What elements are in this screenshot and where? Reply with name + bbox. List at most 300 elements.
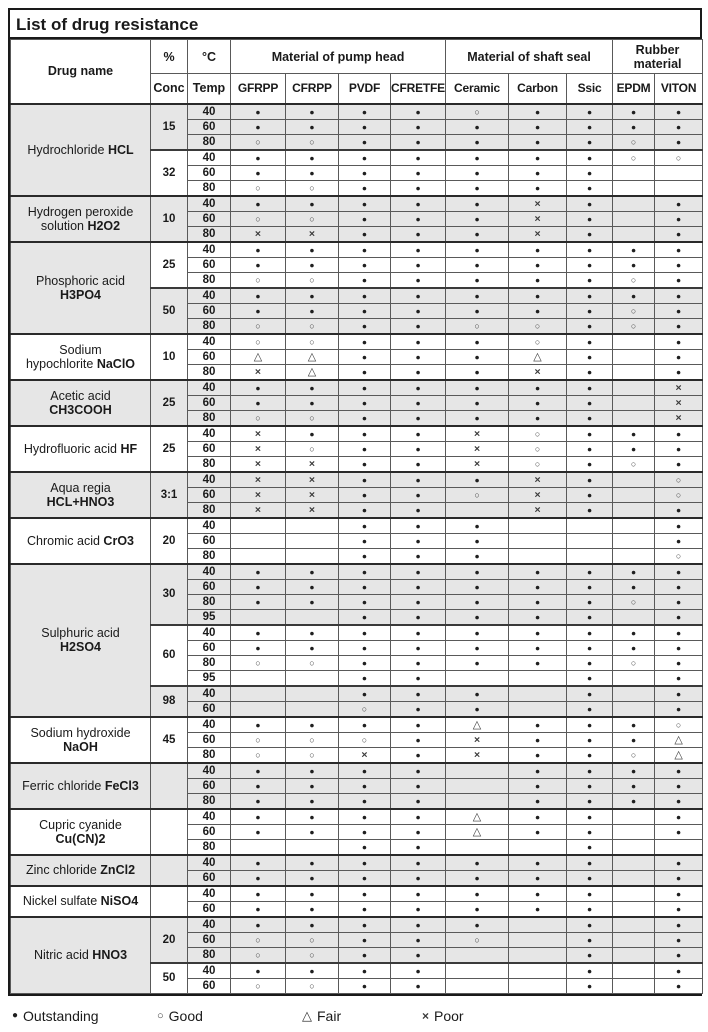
temp-cell: 60 — [188, 579, 231, 594]
outstanding-icon: ● — [534, 182, 541, 193]
rating-cell — [655, 533, 703, 548]
rating-cell — [446, 732, 509, 747]
poor-icon: × — [534, 365, 541, 378]
outstanding-icon: ● — [474, 213, 480, 224]
outstanding-icon: ● — [255, 566, 261, 577]
rating-cell — [509, 609, 567, 625]
outstanding-icon: ● — [255, 581, 261, 592]
outstanding-icon: ● — [361, 198, 368, 209]
outstanding-icon: ● — [675, 780, 682, 791]
outstanding-icon: ● — [361, 780, 368, 791]
rating-cell — [231, 839, 286, 855]
rating-cell — [509, 518, 567, 534]
rating-cell — [446, 380, 509, 396]
rating-cell — [567, 410, 613, 426]
rating-cell — [613, 917, 655, 933]
outstanding-icon: ● — [361, 657, 368, 668]
rating-cell — [391, 456, 446, 472]
rating-cell — [613, 288, 655, 304]
rating-cell — [286, 104, 339, 120]
poor-icon: × — [534, 212, 541, 225]
poor-icon: × — [254, 457, 262, 470]
table-row — [11, 472, 703, 488]
fair-icon: △ — [307, 365, 317, 378]
rating-cell — [391, 472, 446, 488]
rating-cell — [613, 104, 655, 120]
rating-cell — [391, 502, 446, 518]
poor-icon: × — [675, 411, 682, 424]
outstanding-icon: ● — [675, 366, 682, 377]
outstanding-icon: ● — [586, 397, 593, 408]
outstanding-icon: ● — [415, 198, 421, 209]
rating-cell — [339, 180, 391, 196]
outstanding-icon: ● — [361, 611, 368, 622]
outstanding-icon: ● — [474, 121, 480, 132]
outstanding-icon: ● — [675, 672, 682, 683]
table-row — [11, 242, 703, 258]
table-row — [11, 886, 703, 902]
temp-cell: 60 — [188, 487, 231, 502]
rating-cell — [655, 609, 703, 625]
fair-icon: △ — [472, 825, 482, 838]
outstanding-icon: ● — [361, 136, 368, 147]
outstanding-icon: ● — [415, 290, 421, 301]
rating-cell — [509, 686, 567, 702]
rating-cell — [655, 119, 703, 134]
rating-cell — [567, 334, 613, 350]
rating-cell — [231, 963, 286, 979]
rating-cell — [286, 686, 339, 702]
rating-cell — [231, 886, 286, 902]
poor-icon: × — [473, 457, 481, 470]
rating-cell — [286, 257, 339, 272]
rating-cell — [613, 901, 655, 917]
outstanding-icon: ● — [415, 336, 421, 347]
rating-cell — [339, 150, 391, 166]
outstanding-icon: ● — [309, 428, 315, 439]
temp-cell: 40 — [188, 150, 231, 166]
rating-cell — [231, 870, 286, 886]
table-row — [11, 809, 703, 825]
rating-cell — [339, 686, 391, 702]
rating-cell — [446, 395, 509, 410]
rating-cell — [446, 441, 509, 456]
table-row — [11, 564, 703, 580]
rating-cell — [567, 395, 613, 410]
temp-cell: 80 — [188, 839, 231, 855]
outstanding-icon: ● — [415, 305, 421, 316]
outstanding-icon: ● — [415, 504, 421, 515]
outstanding-icon: ● — [255, 382, 261, 393]
rating-cell — [509, 917, 567, 933]
outstanding-icon: ● — [586, 136, 593, 147]
rating-cell — [391, 824, 446, 839]
rating-cell — [339, 119, 391, 134]
outstanding-icon: ● — [361, 903, 368, 914]
outstanding-icon: ● — [675, 826, 682, 837]
outstanding-icon: ● — [309, 167, 315, 178]
rating-cell — [339, 670, 391, 686]
rating-cell — [655, 886, 703, 902]
outstanding-icon: ● — [415, 749, 421, 760]
outstanding-icon: ● — [361, 841, 368, 852]
rating-cell — [391, 226, 446, 242]
outstanding-icon: ● — [309, 811, 315, 822]
outstanding-icon: ● — [586, 980, 593, 991]
rating-cell — [446, 579, 509, 594]
conc-cell: 10 — [151, 196, 188, 242]
rating-cell — [391, 686, 446, 702]
good-icon: ○ — [474, 320, 480, 331]
outstanding-icon: ● — [586, 182, 593, 193]
rating-cell — [339, 533, 391, 548]
drug-name-cell: Zinc chloride ZnCl2 — [11, 855, 151, 886]
outstanding-icon: ● — [474, 274, 480, 285]
rating-cell — [613, 472, 655, 488]
outstanding-icon: ● — [630, 106, 637, 117]
outstanding-icon: ● — [309, 627, 315, 638]
rating-cell — [446, 963, 509, 979]
outstanding-icon: ● — [586, 121, 593, 132]
rating-cell — [509, 594, 567, 609]
outstanding-icon: ● — [309, 857, 315, 868]
outstanding-icon: ● — [474, 581, 480, 592]
good-icon: ○ — [255, 749, 261, 760]
rating-cell — [509, 150, 567, 166]
outstanding-icon: ● — [474, 627, 480, 638]
rating-cell — [286, 778, 339, 793]
poor-icon: × — [254, 227, 262, 240]
rating-cell — [509, 839, 567, 855]
rating-cell — [655, 747, 703, 763]
rating-cell — [286, 701, 339, 717]
outstanding-icon: ● — [255, 719, 261, 730]
outstanding-icon: ● — [586, 857, 593, 868]
rating-cell — [567, 134, 613, 150]
rating-cell — [339, 594, 391, 609]
rating-cell — [286, 518, 339, 534]
outstanding-icon: ● — [255, 627, 261, 638]
outstanding-icon: ● — [415, 965, 421, 976]
drug-name-cell: Hydrochloride HCL — [11, 104, 151, 196]
outstanding-icon: ● — [361, 182, 368, 193]
good-icon: ○ — [255, 136, 261, 147]
legend-label-outstanding: Outstanding — [23, 1007, 99, 1024]
rating-cell — [446, 670, 509, 686]
outstanding-icon: ● — [534, 719, 541, 730]
rating-cell — [339, 978, 391, 993]
outstanding-icon: ● — [630, 642, 637, 653]
outstanding-icon: ● — [586, 428, 593, 439]
rating-cell — [567, 594, 613, 609]
outstanding-icon: ● — [255, 857, 261, 868]
outstanding-icon: ● — [474, 412, 480, 423]
rating-cell — [391, 732, 446, 747]
rating-cell — [286, 487, 339, 502]
conc-cell: 10 — [151, 334, 188, 380]
rating-cell — [391, 839, 446, 855]
good-icon: ○ — [309, 934, 315, 945]
outstanding-icon: ● — [255, 106, 261, 117]
outstanding-icon: ● — [630, 566, 637, 577]
rating-cell — [655, 257, 703, 272]
outstanding-icon: ● — [534, 596, 541, 607]
outstanding-icon: ● — [586, 274, 593, 285]
rating-cell — [655, 594, 703, 609]
rating-cell — [391, 886, 446, 902]
rating-cell — [446, 426, 509, 442]
rating-cell — [391, 763, 446, 779]
outstanding-icon: ● — [630, 428, 637, 439]
outstanding-icon: ● — [586, 611, 593, 622]
rating-cell — [446, 886, 509, 902]
rating-cell — [446, 364, 509, 380]
outstanding-icon: ● — [415, 489, 421, 500]
poor-icon: × — [254, 427, 262, 440]
rating-cell — [339, 947, 391, 963]
rating-cell — [286, 901, 339, 917]
temp-cell: 95 — [188, 609, 231, 625]
rating-cell — [391, 395, 446, 410]
outstanding-icon: ● — [415, 550, 421, 561]
rating-cell — [567, 196, 613, 212]
good-icon: ○ — [534, 443, 541, 454]
outstanding-icon: ● — [415, 657, 421, 668]
rating-cell — [286, 732, 339, 747]
good-icon: ○ — [630, 152, 637, 163]
good-icon: ○ — [675, 152, 682, 163]
outstanding-icon: ● — [586, 703, 593, 714]
outstanding-icon: ● — [534, 780, 541, 791]
rating-cell — [509, 242, 567, 258]
rating-cell — [509, 963, 567, 979]
rating-cell — [509, 196, 567, 212]
rating-cell — [231, 119, 286, 134]
header-temp-label: Temp — [188, 74, 231, 104]
good-icon: ○ — [309, 749, 315, 760]
outstanding-icon: ● — [675, 642, 682, 653]
outstanding-icon: ● — [361, 474, 368, 485]
outstanding-icon: ● — [255, 244, 261, 255]
outstanding-icon: ● — [586, 152, 593, 163]
rating-cell — [286, 870, 339, 886]
rating-cell — [509, 104, 567, 120]
rating-cell — [509, 625, 567, 641]
rating-cell — [286, 917, 339, 933]
drug-name-cell: Ferric chloride FeCl3 — [11, 763, 151, 809]
rating-cell — [446, 978, 509, 993]
rating-cell — [655, 763, 703, 779]
rating-cell — [391, 349, 446, 364]
outstanding-icon: ● — [309, 106, 315, 117]
rating-cell — [446, 119, 509, 134]
rating-cell — [286, 288, 339, 304]
rating-cell — [286, 134, 339, 150]
poor-icon: × — [675, 396, 682, 409]
rating-cell — [231, 778, 286, 793]
outstanding-icon: ● — [474, 351, 480, 362]
rating-cell — [286, 272, 339, 288]
outstanding-icon: ● — [309, 566, 315, 577]
rating-cell — [567, 518, 613, 534]
outstanding-icon: ● — [630, 290, 637, 301]
outstanding-icon: ● — [309, 152, 315, 163]
outstanding-icon: ● — [361, 566, 368, 577]
good-icon: ○ — [630, 749, 637, 760]
fair-icon: △ — [533, 350, 542, 363]
rating-cell — [509, 349, 567, 364]
rating-cell — [567, 778, 613, 793]
poor-icon: × — [254, 473, 262, 486]
rating-cell — [286, 763, 339, 779]
rating-cell — [286, 441, 339, 456]
outstanding-icon: ● — [474, 244, 480, 255]
conc-cell — [151, 855, 188, 886]
rating-cell — [509, 978, 567, 993]
outstanding-icon: ● — [361, 489, 368, 500]
outstanding-icon: ● — [675, 290, 682, 301]
outstanding-icon: ● — [534, 152, 541, 163]
outstanding-icon: ● — [415, 888, 421, 899]
temp-cell: 40 — [188, 334, 231, 350]
rating-cell — [446, 947, 509, 963]
temp-cell: 60 — [188, 778, 231, 793]
rating-cell — [509, 226, 567, 242]
temp-cell: 40 — [188, 625, 231, 641]
rating-cell — [567, 732, 613, 747]
rating-cell — [391, 242, 446, 258]
header-col-viton: VITON — [655, 74, 703, 104]
rating-cell — [655, 917, 703, 933]
rating-cell — [655, 211, 703, 226]
temp-cell: 80 — [188, 134, 231, 150]
outstanding-icon: ● — [534, 274, 541, 285]
rating-cell — [655, 334, 703, 350]
outstanding-icon: ● — [309, 259, 315, 270]
fair-icon: △ — [253, 350, 263, 363]
rating-cell — [655, 548, 703, 564]
outstanding-icon: ● — [534, 734, 541, 745]
rating-cell — [339, 732, 391, 747]
outstanding-icon: ● — [675, 903, 682, 914]
outstanding-icon: ● — [361, 980, 368, 991]
rating-cell — [509, 380, 567, 396]
legend-label-fair: Fair — [317, 1007, 342, 1024]
rating-cell — [613, 640, 655, 655]
conc-cell: 30 — [151, 564, 188, 625]
outstanding-icon: ● — [415, 826, 421, 837]
drug-name-cell: Nitric acid HNO3 — [11, 917, 151, 994]
outstanding-icon: ● — [630, 121, 637, 132]
rating-cell — [613, 196, 655, 212]
outstanding-icon: ● — [415, 412, 421, 423]
outstanding-icon: ● — [415, 566, 421, 577]
rating-cell — [339, 793, 391, 809]
outstanding-icon: ● — [534, 611, 541, 622]
outstanding-icon: ● — [361, 765, 368, 776]
conc-cell: 50 — [151, 963, 188, 994]
outstanding-icon: ● — [361, 167, 368, 178]
good-icon: ○ — [474, 934, 480, 945]
outstanding-icon: ● — [415, 596, 421, 607]
outstanding-icon: ● — [630, 719, 637, 730]
outstanding-icon: ● — [534, 888, 541, 899]
rating-cell — [509, 901, 567, 917]
outstanding-icon: ● — [415, 213, 421, 224]
rating-cell — [613, 165, 655, 180]
rating-cell — [446, 288, 509, 304]
rating-cell — [339, 564, 391, 580]
good-icon: ○ — [361, 703, 368, 714]
outstanding-icon: ● — [415, 320, 421, 331]
outstanding-icon: ● — [415, 366, 421, 377]
rating-cell — [339, 456, 391, 472]
good-icon: ○ — [361, 734, 368, 745]
conc-cell: 20 — [151, 518, 188, 564]
rating-cell — [567, 426, 613, 442]
good-icon: ○ — [255, 949, 261, 960]
good-icon: ○ — [630, 136, 637, 147]
rating-cell — [567, 564, 613, 580]
good-icon: ○ — [309, 336, 315, 347]
rating-cell — [567, 119, 613, 134]
outstanding-icon: ● — [361, 213, 368, 224]
temp-cell: 80 — [188, 655, 231, 670]
rating-cell — [339, 410, 391, 426]
outstanding-icon: ● — [534, 795, 541, 806]
rating-cell — [446, 793, 509, 809]
rating-cell — [391, 533, 446, 548]
outstanding-icon: ● — [586, 320, 593, 331]
rating-cell — [446, 533, 509, 548]
outstanding-icon: ● — [586, 934, 593, 945]
rating-cell — [567, 441, 613, 456]
outstanding-icon: ● — [361, 535, 368, 546]
rating-cell — [391, 655, 446, 670]
rating-cell — [613, 839, 655, 855]
rating-cell — [509, 211, 567, 226]
rating-cell — [231, 947, 286, 963]
outstanding-icon: ● — [255, 780, 261, 791]
rating-cell — [613, 947, 655, 963]
legend-label-poor: Poor — [434, 1007, 464, 1024]
outstanding-icon: ● — [415, 934, 421, 945]
rating-cell — [613, 564, 655, 580]
rating-cell — [567, 947, 613, 963]
rating-cell — [339, 747, 391, 763]
poor-icon: × — [534, 473, 541, 486]
table-header — [11, 40, 703, 104]
outstanding-icon: ● — [586, 780, 593, 791]
good-icon: ○ — [675, 474, 682, 485]
good-icon: ○ — [255, 213, 261, 224]
outstanding-icon: ● — [474, 336, 480, 347]
rating-cell — [446, 625, 509, 641]
rating-cell — [613, 487, 655, 502]
rating-cell — [655, 364, 703, 380]
rating-cell — [509, 487, 567, 502]
rating-cell — [231, 303, 286, 318]
rating-cell — [655, 104, 703, 120]
outstanding-icon: ● — [309, 596, 315, 607]
outstanding-icon: ● — [415, 397, 421, 408]
outstanding-icon: ● — [586, 259, 593, 270]
outstanding-icon: ● — [361, 305, 368, 316]
outstanding-icon: ● — [534, 581, 541, 592]
outstanding-icon: ● — [255, 888, 261, 899]
outstanding-icon: ● — [309, 765, 315, 776]
rating-cell — [567, 303, 613, 318]
